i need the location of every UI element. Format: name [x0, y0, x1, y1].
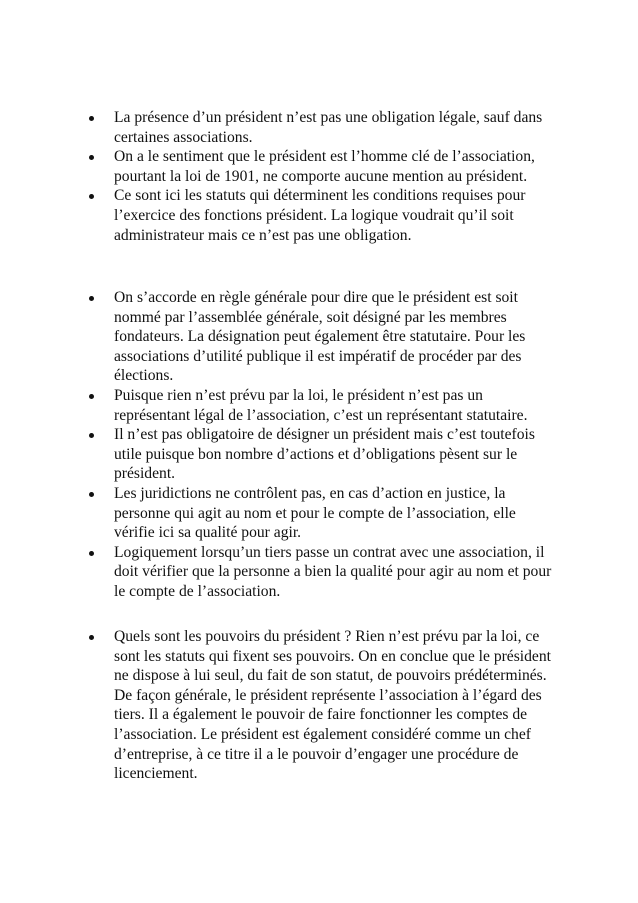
- bullet-icon: [89, 116, 94, 121]
- bullet-icon: [89, 551, 94, 556]
- bullet-list-3: [0, 627, 558, 784]
- bullet-icon: [89, 433, 94, 438]
- list-item: [0, 108, 558, 147]
- bullet-list-1: [0, 108, 558, 245]
- list-item-text: Ce sont ici les statuts qui déterminent les conditions requises pour l’exercice des fonctions président. La logique voudrait qu’il soit administrateur mais ce n’est pas une obligation.: [114, 187, 526, 244]
- list-item-text: La présence d’un président n’est pas une obligation légale, sauf dans certaines associations.: [114, 109, 543, 146]
- list-item: [0, 186, 558, 245]
- bullet-icon: [89, 394, 94, 399]
- list-item: [0, 543, 558, 602]
- list-item: [0, 627, 558, 784]
- list-item-text: Puisque rien n’est prévu par la loi, le président n’est pas un représentant légal de l’association, c’est un représentant statutaire.: [114, 386, 528, 424]
- list-item: [0, 147, 558, 186]
- list-item-text: Il n’est pas obligatoire de désigner un président mais c’est toutefois utile puisque bon nombre d’actions et d’obligations pèsent sur le président.: [114, 426, 535, 483]
- list-item: [0, 288, 558, 386]
- list-item-text: Quels sont les pouvoirs du président ? Rien n’est prévu par la loi, ce sont les statuts qui fixent ses pouvoirs. On en conclue que le président ne dispose à lui seul, du fait de son statut, de pouvoirs prédéterminés. De façon générale, le président représente l’association à l’égard des tiers. Il a également le pouvoir de faire fonctionner les comptes de l’association. Le président est également considéré comme un chef d’entreprise, à ce titre il a le pouvoir d’engager une procédure de licenciement.: [114, 628, 551, 783]
- list-item: [0, 386, 558, 425]
- list-item: [0, 425, 558, 484]
- list-item: [0, 484, 558, 543]
- bullet-icon: [89, 296, 94, 301]
- list-item-text: Logiquement lorsqu’un tiers passe un contrat avec une association, il doit vérifier que la personne a bien la qualité pour agir au nom et pour le compte de l’association.: [114, 543, 552, 600]
- list-item-text: On s’accorde en règle générale pour dire que le président est soit nommé par l’assemblée générale, soit désigné par les membres fondateurs. La désignation peut également être statutaire. Pour les associations d’utilité publique il est impératif de procéder par des élections.: [114, 289, 526, 385]
- bullet-icon: [89, 492, 94, 497]
- bullet-list-2: [0, 288, 558, 602]
- bullet-icon: [89, 635, 94, 640]
- bullet-icon: [89, 155, 94, 160]
- bullet-icon: [89, 194, 94, 199]
- list-item-text: On a le sentiment que le président est l’homme clé de l’association, pourtant la loi de 1901, ne comporte aucune mention au président.: [114, 148, 535, 185]
- list-item-text: Les juridictions ne contrôlent pas, en cas d’action en justice, la personne qui agit au nom et pour le compte de l’association, elle vérifie ici sa qualité pour agir.: [114, 484, 516, 542]
